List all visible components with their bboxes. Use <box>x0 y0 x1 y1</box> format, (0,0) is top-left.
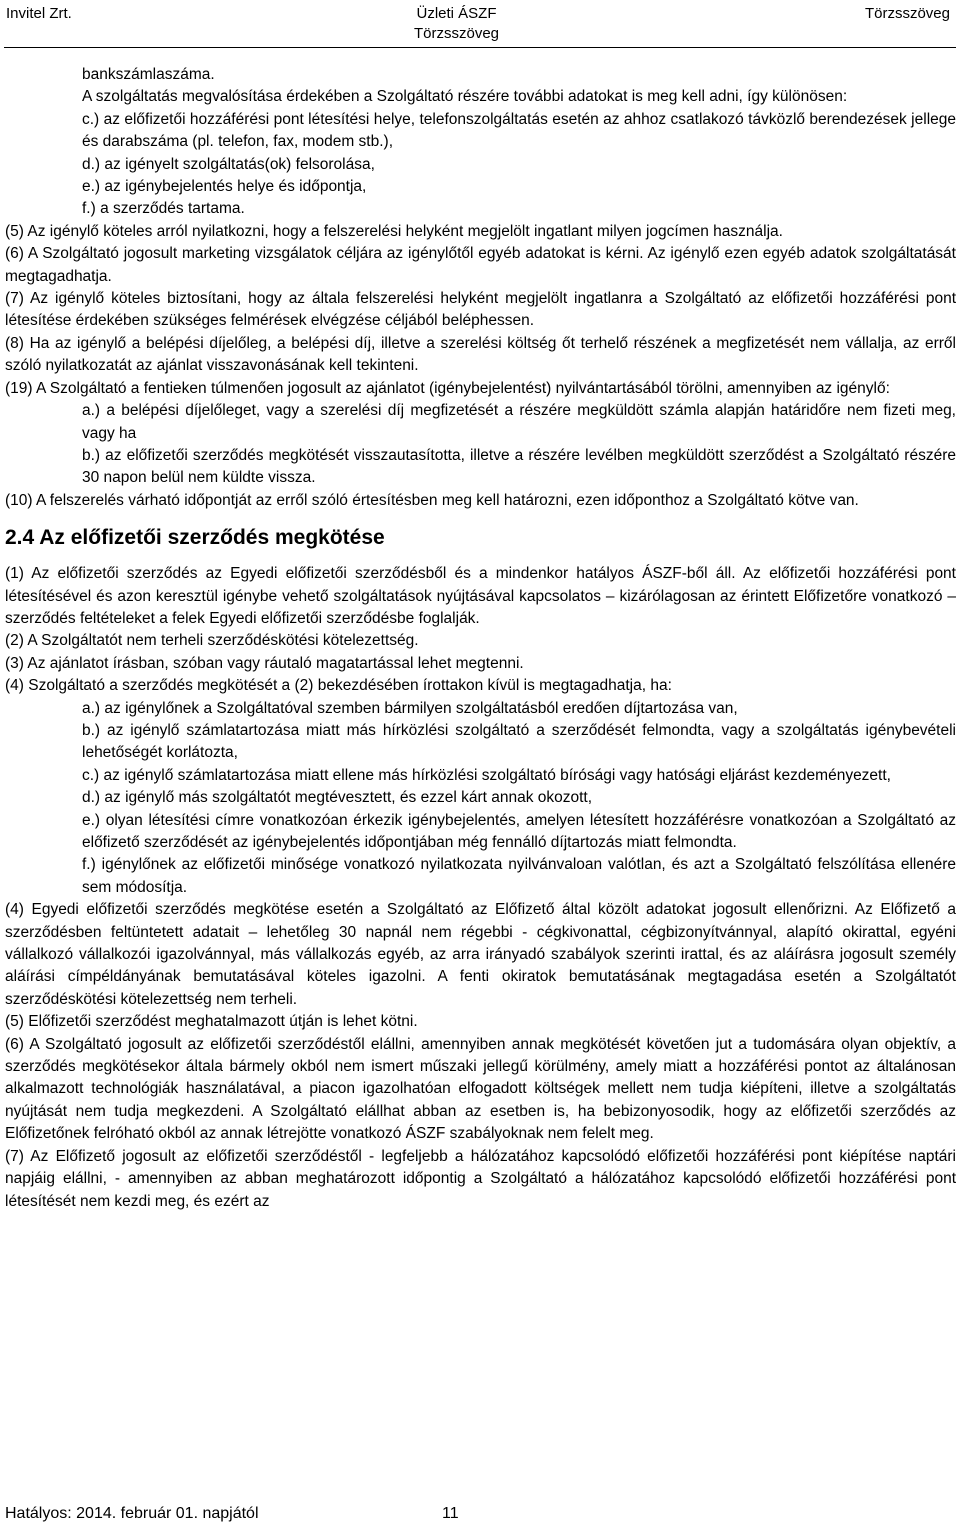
document-body <box>5 64 956 1213</box>
paragraph: (10) A felszerelés várható időpontját az erről szóló értesítésben meg kell határozni, ezen időponthoz a Szolgáltató kötve van. <box>5 491 859 509</box>
page-header <box>0 0 960 46</box>
paragraph: (7) Az igénylő köteles biztosítani, hogy az általa felszerelési helyként megjelölt ingatlanra a Szolgáltató az előfizetői hozzáférési pont létesítése érdekében szükséges felmérések elvégzése céljából beléphessen. <box>5 290 956 330</box>
paragraph: b.) az igénylő számlatartozása miatt más hírközlési szolgáltató a szerződését felmondta, vagy a szolgáltatás igénybevételi lehetőségét korlátozta, <box>82 721 956 762</box>
header-title-line2: Törzsszöveg <box>414 25 500 42</box>
header-company: Invitel Zrt. <box>6 5 72 22</box>
paragraph: e.) az igénybejelentés helye és időpontja, <box>82 178 367 196</box>
paragraph: (1) Az előfizetői szerződés az Egyedi előfizetői szerződésből és a mindenkor hatályos ÁSZF-ből áll. Az előfizetői hozzáférési pont létesítésével és azon keresztül igénybe vehető szolgáltatások nyújtásával kapcsolatos – kizárólagosan az érintett Előfizetőre vonatkozó – szerződés feltételeket a felek Egyedi előfizetői szerződésbe foglalják. <box>5 565 956 627</box>
paragraph: e.) olyan létesítési címre vonatkozóan érkezik igénybejelentés, amelyen létesített hozzáférésre vonatkozóan a Szolgáltató az előfizető szerződését az igénybejelentés időpontjában még fennálló díjtartozás miatt felmondta. <box>82 811 956 851</box>
paragraph: (5) Előfizetői szerződést meghatalmazott útján is lehet kötni. <box>5 1013 418 1031</box>
paragraph: (4) Szolgáltató a szerződés megkötését a (2) bekezdésében írottakon kívül is megtagadhatja, ha: <box>5 677 672 695</box>
section-title: 2.4 Az előfizetői szerződés megkötése <box>5 526 385 550</box>
paragraphs-section-2-4 <box>5 563 956 1213</box>
paragraph: f.) a szerződés tartama. <box>82 200 245 218</box>
paragraph: A szolgáltatás megvalósítása érdekében a Szolgáltató részére további adatokat is meg kell adni, így különösen: <box>82 88 848 106</box>
header-document-title <box>414 4 499 44</box>
header-section: Törzsszöveg <box>864 5 950 22</box>
paragraph: bankszámlaszáma. <box>82 66 215 83</box>
paragraph: (6) A Szolgáltató jogosult marketing vizsgálatok céljára az igénylőtől egyéb adatokat is kérni. Az igénylő ezen egyéb adatok szolgáltatását megtagadhatja. <box>5 245 956 285</box>
paragraph: (19) A Szolgáltató a fentieken túlmenően jogosult az ajánlatot (igénybejelentést) nyilvántartásából törölni, amennyiben az igénylő: <box>5 379 890 397</box>
paragraph: f.) igénylőnek az előfizetői minősége vonatkozó nyilatkozata nyilvánvaloan valótlan, és azt a Szolgáltató felszólítása ellenére sem módosítja. <box>82 856 956 896</box>
paragraph: c.) az előfizetői hozzáférési pont létesítési helye, telefonszolgáltatás esetén az ahhoz csatlakozó távközlő berendezések jellege és darabszáma (pl. telefon, fax, modem stb.), <box>82 110 956 151</box>
page-footer <box>5 1504 459 1524</box>
paragraph: b.) az előfizetői szerződés megkötését visszautasította, illetve a részére levélben megküldött szerződést a Szolgáltató részére 30 napon belül nem küldte vissza. <box>82 446 956 487</box>
paragraph: (5) Az igénylő köteles arról nyilatkozni, hogy a felszerelési helyként megjelölt ingatlant milyen jogcímen használja. <box>5 222 783 240</box>
paragraph: a.) az igénylőnek a Szolgáltatóval szemben bármilyen szolgáltatásból eredően díjtartozása van, <box>82 699 738 717</box>
paragraph: (4) Egyedi előfizetői szerződés megkötése esetén a Szolgáltató az Előfizető által közölt adatokat jogosult ellenőrizni. Az Előfizető a szerződésben feltüntetett adatait – lehetőleg 30 napnál nem régebbi - cégkivonattal, cégbizonyítvánnyal, alapító okirattal, egyéni vállalkozó vállalkozói igazolvánnyal, más vállalkozás egyéb, az arra irányadó szabályok szerinti irattal, és az aláírásra jogosult személy aláírási címpéldányának bemutatásával köteles igazolni. A fenti okiratok bemutatásának megtagadása esetén a Szolgáltatót szerződéskötési kötelezettség nem terheli. <box>5 901 956 1008</box>
header-divider <box>4 47 956 48</box>
header-title-line1: Üzleti ÁSZF <box>416 5 497 22</box>
paragraph: (8) Ha az igénylő a belépési díjelőleg, a belépési díj, illetve a szerelési költség őt terhelő részének a megfizetését nem vállalja, az erről szóló nyilatkozatát az ajánlat visszavonásának kell tekinteni. <box>5 334 956 375</box>
paragraph: d.) az igénylő más szolgáltatót megtévesztett, és ezzel kárt annak okozott, <box>82 789 593 807</box>
paragraph: (6) A Szolgáltató jogosult az előfizetői szerződéstől elállni, amennyiben annak megkötését követően jut a tudomására olyan objektív, a szerződés megkötésekor általa bármely okból nem ismert műszaki jellegű körülmény, amely miatt a hozzáférési pontot az általánosan alkalmazott technológiák használatával, a piacon igazolhatóan elfogadott költségek mellett nem tudja kiépíteni, illetve a szolgáltatás nyújtását nem tudja megkezdeni. A Szolgáltató elállhat abban az esetben is, ha bebizonyosodik, hogy az előfizetői szerződés az Előfizetőnek felróható okból az annak létrejötte vonatkozó ÁSZF szabályoknak nem felelt meg. <box>5 1035 956 1143</box>
paragraph: (7) Az Előfizető jogosult az előfizetői szerződéstől - legfeljebb a hálózatához kapcsolódó előfizetői hozzáférési pont kiépítése naptári napjáig elállni, - amennyiben az abban meghatározott időpontig a Szolgáltató a hálózatához kapcsolódó előfizetői hozzáférési pont létesítését nem kezdi meg, és ezért az <box>5 1147 956 1210</box>
paragraph: (2) A Szolgáltatót nem terheli szerződéskötési kötelezettség. <box>5 632 419 650</box>
paragraphs-before-section <box>5 64 956 512</box>
page-number: 11 <box>442 1505 459 1522</box>
paragraph: a.) a belépési díjelőleget, vagy a szerelési díj megfizetését a részére megküldött számla alapján határidőre nem fizeti meg, vagy ha <box>82 402 956 442</box>
paragraph: c.) az igénylő számlatartozása miatt ellene más hírközlési szolgáltató bírósági vagy hatósági eljárást kezdeményezett, <box>82 766 891 784</box>
footer-effective-date: Hatályos: 2014. február 01. napjától <box>5 1505 259 1522</box>
paragraph: (3) Az ajánlatot írásban, szóban vagy ráutaló magatartással lehet megtenni. <box>5 654 524 672</box>
paragraph: d.) az igényelt szolgáltatás(ok) felsorolása, <box>82 155 375 173</box>
